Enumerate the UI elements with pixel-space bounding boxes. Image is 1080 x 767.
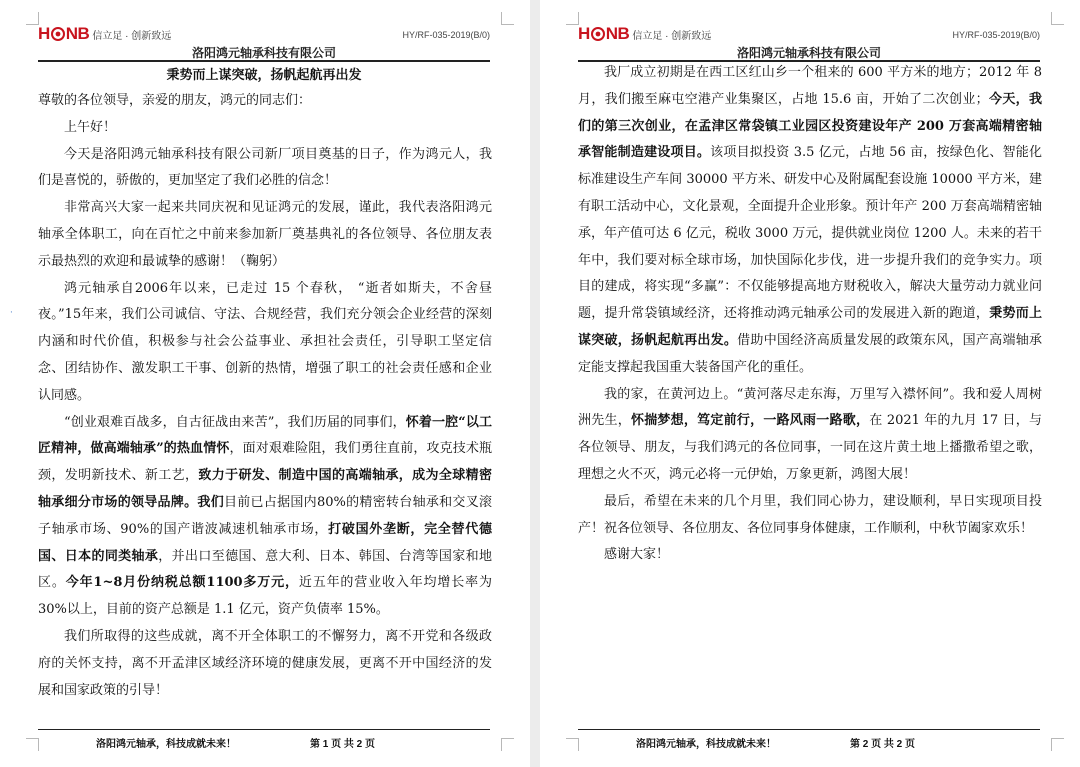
logo-slogan: 信立足 · 创新致远: [632, 30, 712, 42]
crop-mark: [501, 12, 514, 25]
paragraph: 今天是洛阳鸿元轴承科技有限公司新厂项目奠基的日子，作为鸿元人，我们是喜悦的，骄傲的，更加坚定了我们必胜的信念！: [38, 146, 492, 189]
salutation: 尊敬的各位领导，亲爱的朋友，鸿元的同志们：: [38, 93, 312, 108]
paragraph: 最后，希望在未来的几个月里，我们同心协力，建设顺利，早日实现项目投产！祝各位领导、各位朋友、各位同事身体健康，工作顺利，中秋节阖家欢乐！: [578, 493, 1042, 536]
document-title: 秉势而上谋突破，扬帆起航再出发: [166, 67, 362, 82]
paragraph: 非常高兴大家一起来共同庆祝和见证鸿元的发展，谨此，我代表洛阳鸿元轴承全体职工，向在百忙之中前来参加新厂奠基典礼的各位领导、各位朋友表示最热烈的欢迎和最诚挚的感谢！（鞠躬）: [38, 200, 492, 269]
paragraph: 鸿元轴承自2006年以来，已走过 15 个春秋， “逝者如斯夫，不舍昼夜。”15年来，我们公司诚信、守法、合规经营，我们充分领会企业经营的深刻内涵和时代价值，积极参与社会公益事业、承担社会责任，引导职工坚定信念、团结协作、激发职工干事、创新的热情，增强了职工的社会责任感和企业认同感。: [38, 280, 492, 403]
footer-rule: [578, 729, 1040, 730]
page-header: [578, 22, 1040, 60]
bearing-icon: [591, 27, 605, 41]
page-footer: [38, 729, 490, 753]
page-number: 第 2 页 共 2 页: [850, 739, 916, 750]
footer-slogan: 洛阳鸿元轴承，科技成就未来！: [96, 739, 236, 750]
greeting: 上午好！: [64, 119, 117, 135]
paragraph: “创业艰难百战多，自古征战由来苦”，我们历届的同事们，怀着一腔“以工匠精神，做高端轴承”的热血情怀，面对艰难险阻，我们勇往直前，攻克技术瓶颈，发明新技术、新工艺，致力于研发、制造中国的高端轴承，成为全球精密轴承细分市场的领导品牌。我们目前已占据国内80%的精密转台轴承和交叉滚子轴承市场、90%的国产谐波减速机轴承市场，打破国外垄断，完全替代德国、日本的同类轴承，并出口至德国、意大利、日本、韩国、台湾等国家和地区。今年1~8月份纳税总额1100多万元，近五年的营业收入年均增长率为30%以上，目前的资产总额是 1.1 亿元，资产负债率 15%。: [38, 414, 492, 618]
company-name: 洛阳鸿元轴承科技有限公司: [736, 46, 881, 60]
margin-marker: ·: [10, 308, 13, 318]
document-page-2: [540, 0, 1080, 767]
closing: 感谢大家！: [604, 547, 670, 563]
crop-mark: [1051, 738, 1064, 751]
body-text: [578, 60, 1042, 569]
crop-mark: [1051, 12, 1064, 25]
paragraph: 我们所取得的这些成就，离不开全体职工的不懈努力，离不开党和各级政府的关怀支持，离不开孟津区域经济环境的健康发展，更离不开中国经济的发展和国家政策的引导！: [38, 628, 492, 698]
page-header: [38, 22, 490, 60]
logo-mark: H NB: [38, 24, 90, 43]
page-number: 第 1 页 共 2 页: [310, 739, 376, 750]
footer-slogan: 洛阳鸿元轴承，科技成就未来！: [636, 739, 776, 750]
crop-mark: [501, 738, 514, 751]
paragraph: 我的家，在黄河边上。“黄河落尽走东海，万里写入襟怀间”。我和爱人周树洲先生，怀揣梦想，笃定前行，一路风雨一路歌，在 2021 年的九月 17 日，与各位领导、朋友，与我们鸿元的各位同事，一同在这片黄土地上播撒希望之歌，理想之火不灭，鸿元必将一元伊始，万象更新，鸿图大展！: [578, 386, 1042, 482]
footer-rule: [38, 729, 490, 730]
paragraph: 我厂成立初期是在西工区红山乡一个租来的 600 平方米的地方；2012 年 8 月，我们搬至麻屯空港产业集聚区，占地 15.6 亩，开始了二次创业；今天，我们的第三次创业，在孟津区常袋镇工业园区投资建设年产 200 万套高端精密轴承智能制造建设项目。该项目拟投资 3.5 亿元，占地 56 亩，按绿色化、智能化标准建设生产车间 30000 平方米、研发中心及附属配套设施 10000 平方米，建有职工活动中心，文化景观，全面提升企业形象。预计年产 200 万套高端精密轴承，年产值可达 6 亿元，税收 3000 万元，提供就业岗位 1200 人。未来的若干年中，我们要对标全球市场，加快国际化步伐，进一步提升我们的竞争实力。项目的建成，将实现“多赢”：不仅能够提高地方财税收入，解决大量劳动力就业问题，提升常袋镇域经济，还将推动鸿元轴承公司的发展进入新的跑道，秉势而上谋突破，扬帆起航再出发。借助中国经济高质量发展的政策东风，国产高端轴承定能支撑起我国重大装备国产化的重任。: [578, 65, 1042, 375]
page-footer: [578, 729, 1040, 753]
document-code: HY/RF-035-2019(B/0): [402, 30, 490, 40]
logo-slogan: 信立足 · 创新致远: [92, 30, 172, 42]
document-code: HY/RF-035-2019(B/0): [952, 30, 1040, 40]
company-logo: [38, 24, 171, 44]
company-name: 洛阳鸿元轴承科技有限公司: [191, 46, 336, 60]
body-text: [38, 88, 492, 704]
header-rule: [38, 60, 490, 62]
logo-mark: H NB: [578, 24, 630, 43]
company-logo: [578, 24, 711, 44]
document-page-1: [0, 0, 530, 767]
bearing-icon: [51, 27, 65, 41]
